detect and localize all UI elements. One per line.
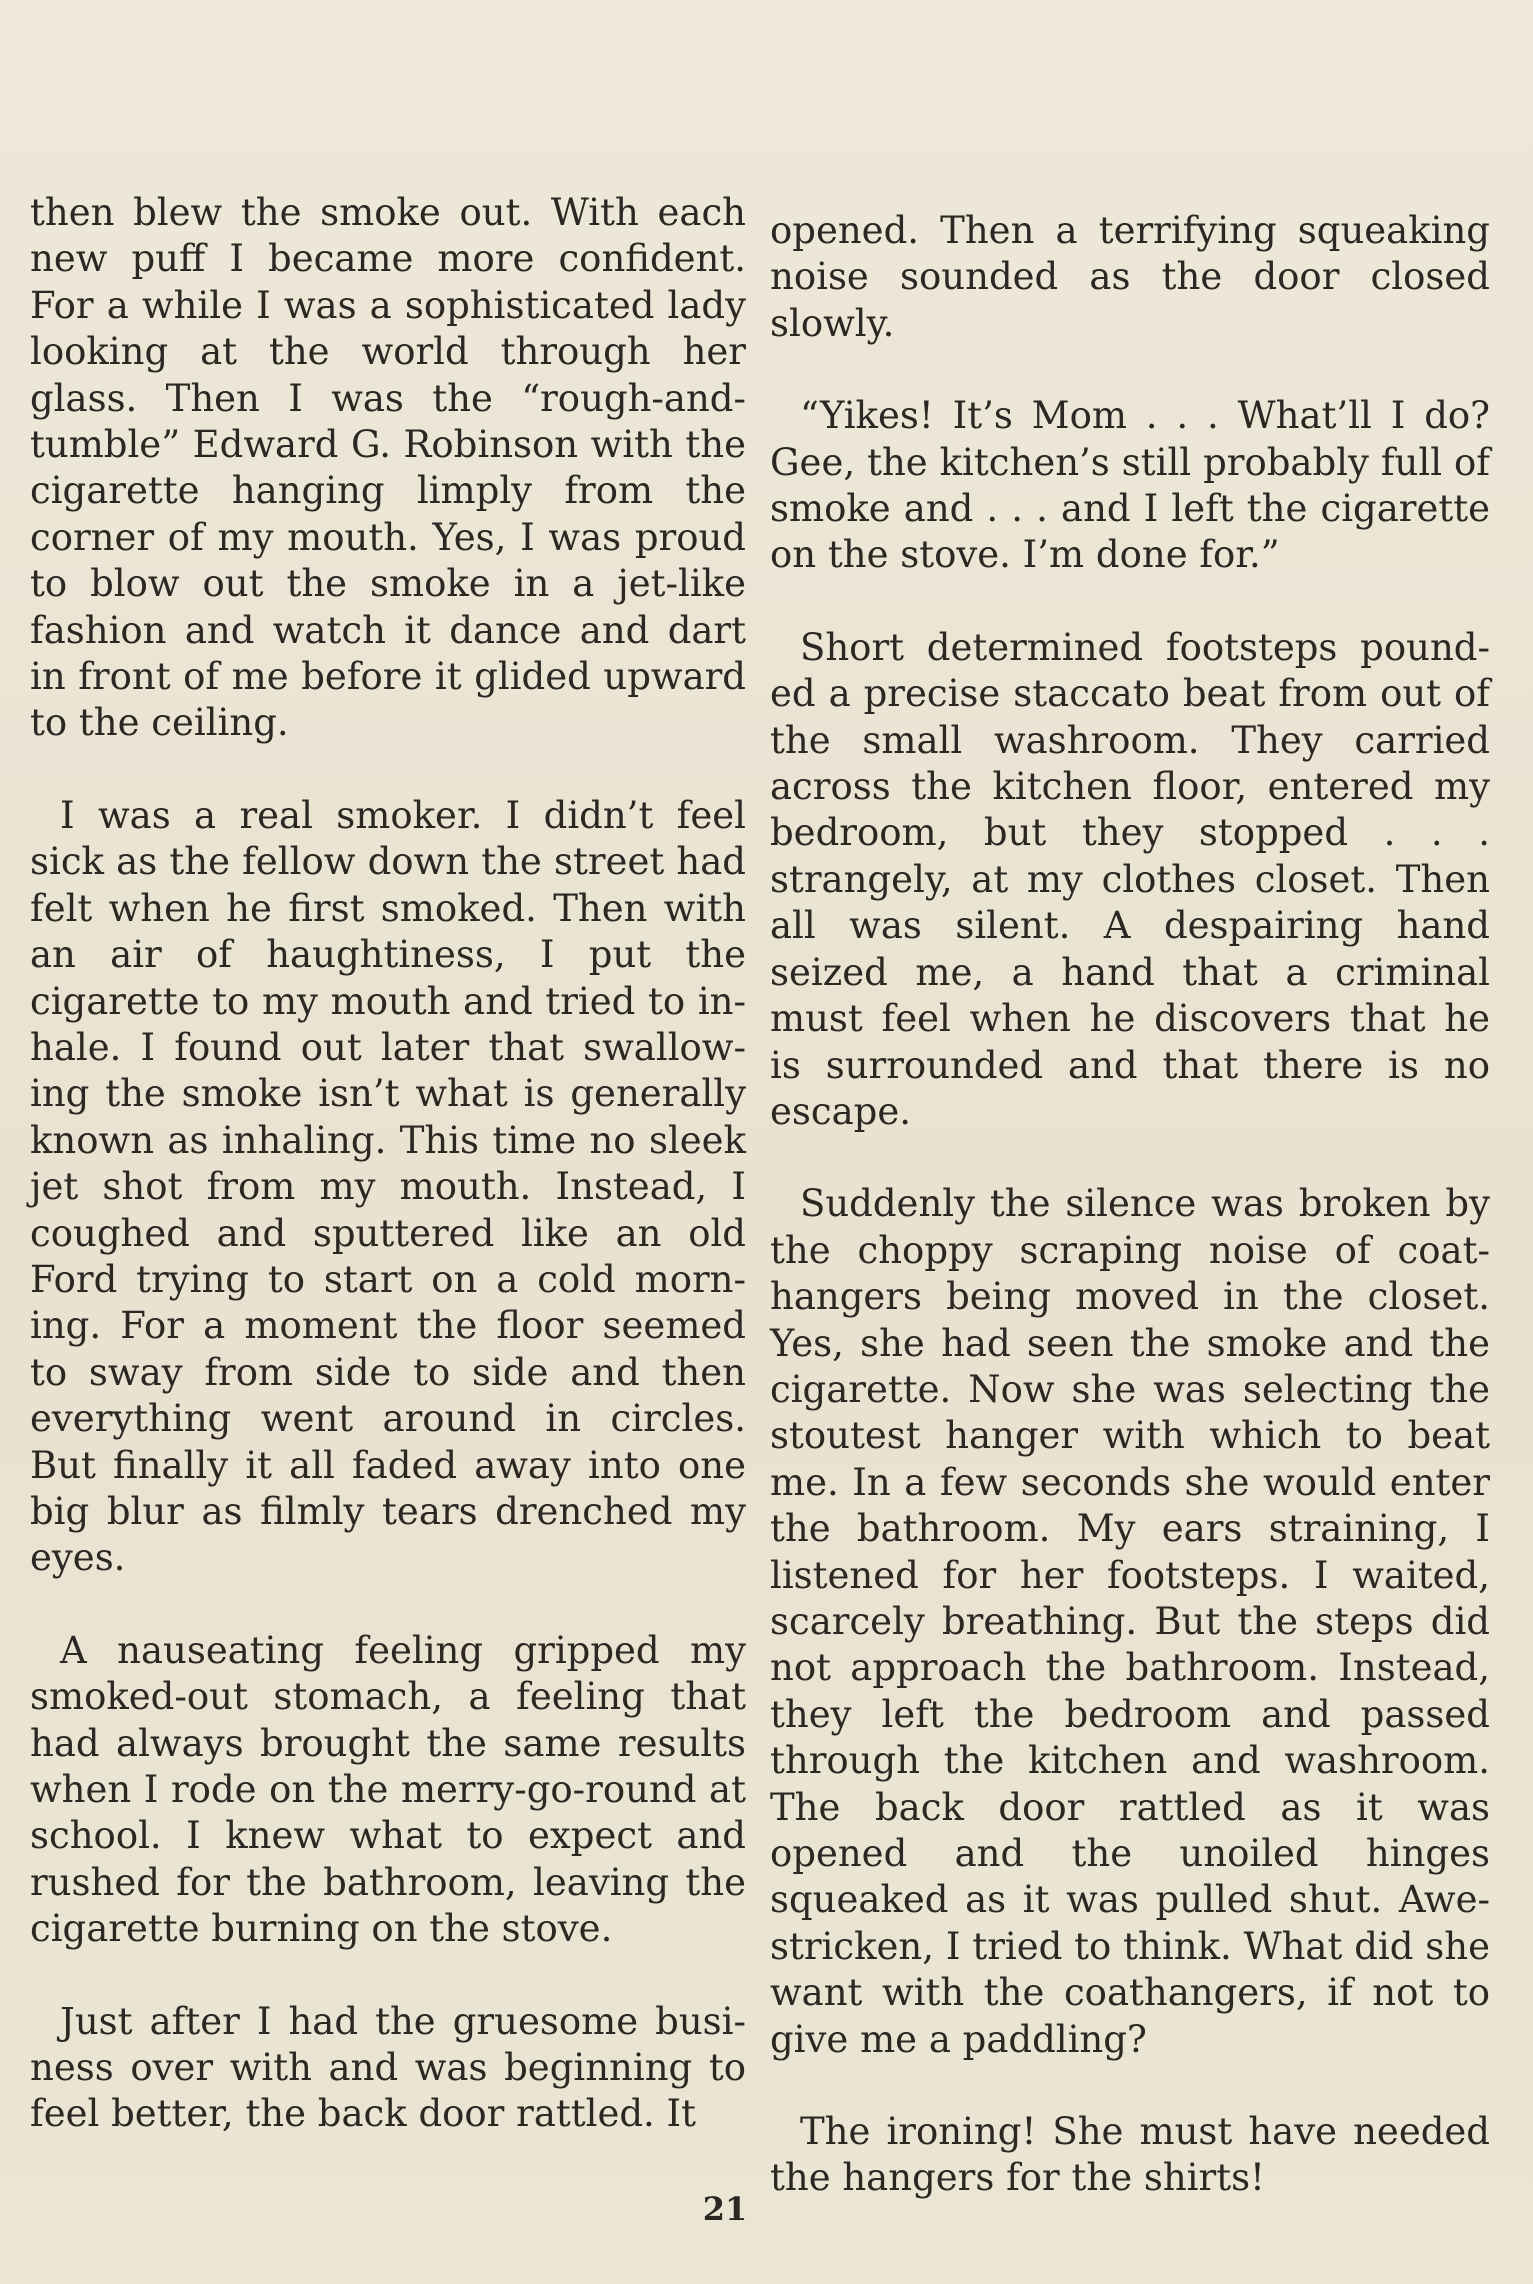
paragraph: opened. Then a terrifying squeaking noise sounded as the door closed slowly. [770, 209, 1490, 345]
paragraph: The ironing! She must have needed the hangers for the shirts! [770, 2110, 1490, 2200]
page-number: 21 [702, 2190, 748, 2228]
paragraph: then blew the smoke out. With each new puff I became more confident. For a while I was a sophisticated lady looking at the world through her glass. Then I was the “rough-and-tumble” Edward G. Robinson with the cigarette hanging limply from the corner of my mouth. Yes, I was proud to blow out the smoke in a jet-like fashion and watch it dance and dart in front of me before it glided upward to the ceiling. [30, 191, 746, 745]
left-text-column [30, 190, 746, 2184]
paragraph: “Yikes! It’s Mom . . . What’ll I do? Gee, the kitchen’s still probably full of smoke and . . . and I left the cigarette on the stove. I’m done for.” [770, 394, 1490, 577]
paragraph: I was a real smoker. I didn’t feel sick as the fellow down the street had felt when he first smoked. Then with an air of haughtiness, I put the cigarette to my mouth and tried to inhale. I found out later that swallowing the smoke isn’t what is generally known as inhaling. This time no sleek jet shot from my mouth. Instead, I coughed and sputtered like an old Ford trying to start on a cold morning. For a moment the floor seemed to sway from side to side and then everything went around in circles. But finally it all faded away into one big blur as filmly tears drenched my eyes. [30, 793, 746, 1580]
paragraph: Suddenly the silence was broken by the choppy scraping noise of coathangers being moved in the closet. Yes, she had seen the smoke and the cigarette. Now she was selecting the stoutest hanger with which to beat me. In a few seconds she would enter the bathroom. My ears straining, I listened for her footsteps. I waited, scarcely breathing. But the steps did not approach the bathroom. Instead, they left the bedroom and passed through the kitchen and washroom. The back door rattled as it was opened and the unoiled hinges squeaked as it was pulled shut. Awe-stricken, I tried to think. What did she want with the coathangers, if not to give me a paddling? [770, 1182, 1490, 2061]
paragraph: Short determined footsteps pounded a precise staccato beat from out of the small washroom. They carried across the kitchen floor, entered my bedroom, but they stopped . . . strangely, at my clothes closet. Then all was silent. A despairing hand seized me, a hand that a criminal must feel when he discovers that he is surrounded and that there is no escape. [770, 625, 1490, 1133]
right-text-column [770, 208, 1490, 2248]
paragraph: Just after I had the gruesome business over with and was beginning to feel better, the back door rattled. It [30, 1999, 746, 2136]
paragraph: A nauseating feeling gripped my smoked-out stomach, a feeling that had always brought the same results when I rode on the merry-go-round at school. I knew what to expect and rushed for the bathroom, leaving the cigarette burning on the stove. [30, 1628, 746, 1951]
